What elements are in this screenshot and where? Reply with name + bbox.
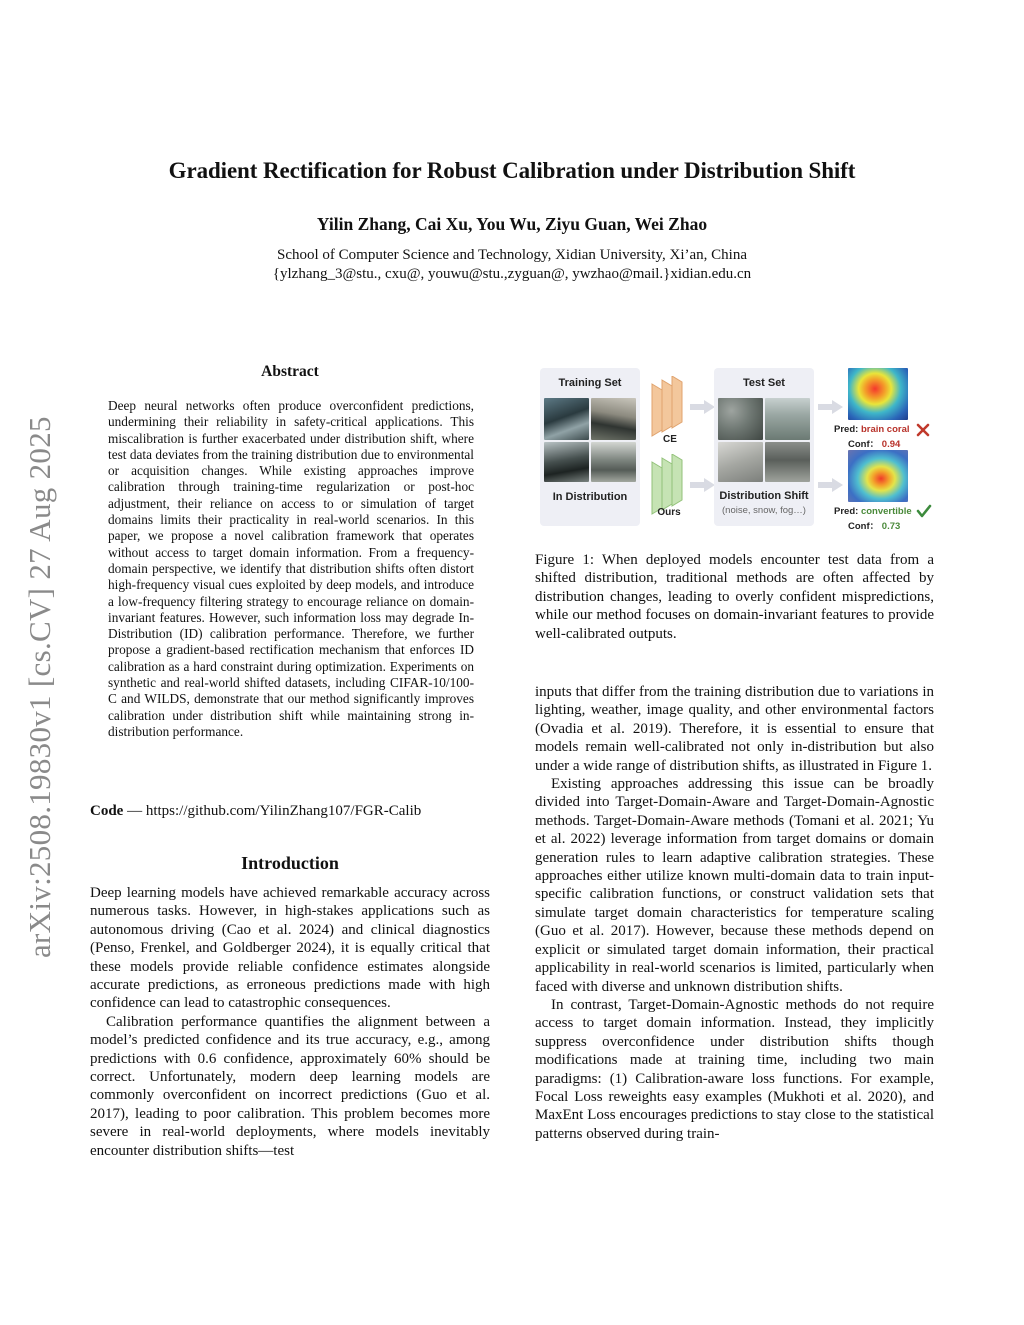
ce-conf-value: 0.94 [881,439,901,450]
shifted-test-image [765,398,810,440]
ce-attention-heatmap [848,368,908,420]
author-list: Yilin Zhang, Cai Xu, You Wu, Ziyu Guan, Wei Zhao [316,214,708,234]
training-set-label: Training Set [558,377,622,389]
arrow-icon [818,478,844,492]
ours-attention-heatmap [848,450,908,502]
affiliation-block [0,246,1024,284]
check-icon [916,504,932,518]
intro-paragraph: Calibration performance quantifies the alignment between a model’s predicted confidence and its true accuracy, e.g., among predictions with 0.6 confidence, approximately 60% should be correct. Unfortunately, modern deep learning models are commonly overconfident on incorrect predictions (Guo et al. 2017), leading to poor calibration. This problem becomes more severe in real-world deployments, where models inevitably encounter distribution shifts—test [90,1013,490,1159]
ce-layer [652,384,662,436]
intro-paragraph: Deep learning models have achieved remarkable accuracy across numerous tasks. However, in high-stakes applications such as autonomous driving (Cao et al. 2024) and clinical diagnostics (Penso, Frenkel, and Goldberger 2024), it is equally critical that these models provide reliable confidence estimates alongside accurate predictions, as erroneous predictions made with high confidence can lead to catastrophic consequences. [90,885,490,1012]
code-label: Code [90,803,124,819]
training-image [591,398,636,440]
conf-label: Conf： [848,521,880,532]
affiliation: School of Computer Science and Technology, Xidian University, Xi’an, China [277,247,747,263]
ce-prediction [834,424,910,435]
shift-types-label: (noise, snow, fog…) [722,505,806,516]
intro-paragraph: inputs that differ from the training distribution due to variations in lighting, weather, image quality, and other environmental factors (Ovadia et al. 2019). Therefore, it is essential to ensure that models remain well-calibrated not only in-distribution but also under a wide range of distribution shifts, as illustrated in Figure 1. [535,684,934,774]
figure-1 [538,364,934,532]
ours-label: Ours [657,507,681,518]
shifted-test-image [718,442,763,482]
training-image [591,442,636,482]
conf-label: Conf： [848,439,880,450]
pred-label: Pred: [834,424,859,435]
right-column-text [535,683,934,1143]
ours-confidence [848,518,900,532]
arrow-icon [690,478,716,492]
code-separator: — [123,803,146,819]
intro-paragraph: Existing approaches addressing this issue can be broadly divided into Target-Domain-Aware and Target-Domain-Agnostic methods. Target-Domain-Aware methods (Tomani et al. 2021; Yu et al. 2022) leverage information from target domains or domain generation rules to learn adaptive calibration strategies. These approaches either utilize known multi-domain data to train input-specific calibration functions, or construct validation sets that simulate target domain characteristics for temperature scaling (Guo et al. 2017). However, because these methods depend on explicit or simulated target domain information, their practical applicability in real-world scenarios is limited, particularly when faced with diverse and unknown distribution shifts. [535,776,934,995]
in-distribution-label: In Distribution [552,491,628,503]
distribution-shift-label: Distribution Shift [719,490,809,502]
code-link-line [90,803,421,820]
ours-layer [662,458,672,510]
ours-prediction [834,506,912,517]
shifted-test-image [718,398,763,440]
figure-caption: Figure 1: When deployed models encounter test data from a shifted distribution, traditional methods are often affected by distribution changes, leading to overly confident mispredictions, while our method focuses on domain-invariant features to provide well-calibrated outputs. [535,552,934,642]
abstract-heading: Abstract [261,363,319,380]
ours-layer [672,454,682,506]
author-emails: {ylzhang_3@stu., cxu@, youwu@stu.,zyguan@, ywzhao@mail.}xidian.edu.cn [272,266,752,282]
introduction-heading: Introduction [241,853,339,873]
arrow-icon [818,400,844,414]
shifted-test-image [765,442,810,482]
ce-label: CE [663,434,677,445]
paper-title: Gradient Rectification for Robust Calibration under Distribution Shift [168,158,856,183]
arxiv-stamp: arXiv:2508.19830v1 [cs.CV] 27 Aug 2025 [22,416,57,958]
training-image [544,442,589,482]
ce-layer [672,376,682,428]
intro-paragraph: In contrast, Target-Domain-Agnostic methods do not require access to target domain information. Instead, they implicitly suppress overconfidence under distribution shifts though modifications made at training time, including two main paradigms: (1) Calibration-aware loss functions. For example, Focal Loss reweights easy examples (Mukhoti et al. 2020), and MaxEnt Loss encourages predictions to stay close to the statistical patterns observed during train- [535,996,934,1142]
abstract-text: Deep neural networks often produce overconfident predictions, undermining their reliability in safety-critical applications. This miscalibration is further exacerbated under distribution shift, where test data deviates from the training distribution due to environmental or acquisition changes. While existing approaches improve calibration through training-time regularization or post-hoc adjustment, their reliance on access to or simulation of target domains limits their practicality in real-world scenarios. In this paper, we propose a novel calibration framework that operates without access to target domain information. From a frequency-domain perspective, we identify that distribution shifts often distort high-frequency visual cues exploited by deep models, and introduce a low-frequency filtering strategy to encourage reliance on domain-invariant features. However, such information loss may degrade In-Distribution (ID) calibration performance. Therefore, we further propose a gradient-based rectification mechanism that enforces ID calibration as a hard constraint during optimization. Experiments on synthetic and real-world shifted datasets, including CIFAR-10/100-C and WILDS, demonstrate that our method significantly improves calibration under distribution shift while maintaining strong in-distribution performance. [108,398,474,739]
ce-layer [662,380,672,432]
ours-conf-value: 0.73 [881,521,901,532]
code-url-link[interactable]: https://github.com/YilinZhang107/FGR-Calib [145,803,422,819]
ours-pred-class: convertible [860,506,912,517]
cross-icon [916,423,930,437]
ce-network-diagram [648,376,690,438]
ce-pred-class: brain coral [860,424,910,435]
arrow-icon [690,400,716,414]
pred-label: Pred: [834,506,859,517]
ce-confidence [848,436,900,450]
left-column-text [90,884,490,1160]
test-set-label: Test Set [743,377,785,389]
training-image [544,398,589,440]
